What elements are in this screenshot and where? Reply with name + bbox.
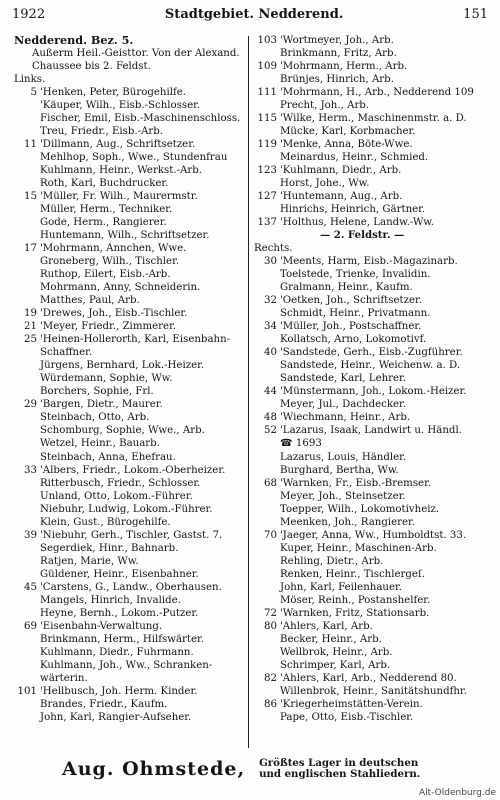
resident-text: Groneberg, Wilh., Tischler. — [40, 256, 180, 268]
directory-line — [14, 320, 244, 333]
house-number: 40 — [264, 347, 277, 359]
house-number: 25 — [24, 334, 37, 346]
advertisement — [62, 754, 420, 784]
resident-text: Borchers, Sophie, Frl. — [40, 386, 154, 398]
house-number: 33 — [24, 464, 37, 476]
house-number: 44 — [264, 386, 277, 398]
resident-text: 'Ahlers, Karl, Arb., Nedderend 80. — [280, 672, 457, 684]
directory-line — [14, 164, 244, 177]
resident-text: Toelstede, Trienke, Invalidin. — [280, 269, 431, 281]
resident-text: Müller, Herm., Techniker. — [40, 204, 173, 216]
directory-line — [14, 151, 244, 164]
resident-text: 'Wilke, Herm., Maschinenmstr. a. D. — [280, 113, 467, 125]
directory-line — [14, 568, 244, 581]
resident-text: Mangels, Hinrich, Invalide. — [40, 594, 181, 606]
directory-line — [14, 503, 244, 516]
resident-text: 'Heinen-Hollerorth, Karl, Eisenbahn- — [40, 334, 231, 346]
directory-line — [14, 607, 244, 620]
resident-text: Meyer, Joh., Steinsetzer. — [280, 490, 406, 502]
resident-text: Brandes, Friedr., Kaufm. — [40, 698, 168, 710]
directory-line — [14, 437, 244, 450]
house-number: 5 — [30, 87, 37, 99]
directory-line — [14, 529, 244, 542]
resident-text: Außerm Heil.-Geisttor. Von der Alexand. — [32, 48, 240, 60]
house-number: 32 — [264, 295, 277, 307]
resident-text: Güldener, Heinr., Eisenbahner. — [40, 568, 199, 580]
resident-text: Nedderend. Bez. 5. — [14, 34, 134, 47]
house-number: 111 — [257, 87, 277, 99]
house-number: 101 — [17, 685, 37, 697]
resident-text: Meyer, Jul., Dachdecker. — [280, 399, 407, 411]
house-number: 123 — [257, 165, 277, 177]
resident-text: Schrimper, Karl, Arb. — [280, 659, 391, 671]
house-number: 137 — [257, 217, 277, 229]
directory-line — [254, 151, 494, 164]
directory-line — [14, 698, 244, 711]
directory-line — [14, 216, 244, 229]
resident-text: Mehlhop, Soph., Wwe., Stundenfrau — [40, 152, 228, 164]
ad-slogan — [259, 758, 420, 781]
directory-line — [254, 516, 494, 529]
resident-text: Meenken, Joh., Rangierer. — [280, 516, 416, 528]
directory-line — [14, 646, 244, 659]
resident-text: Klein, Gust., Bürogehilfe. — [40, 516, 171, 528]
directory-line — [254, 698, 494, 711]
directory-line — [254, 73, 494, 86]
house-number: 80 — [264, 620, 277, 632]
resident-text: Mohrmann, Anny, Schneiderin. — [40, 282, 201, 294]
directory-line — [14, 464, 244, 477]
resident-text: Sandstede, Heinr., Weichenw. a. D. — [280, 360, 461, 372]
directory-line — [14, 73, 244, 86]
resident-text: Schaffner. — [40, 347, 93, 359]
resident-text: 'Carstens, G., Landw., Oberhausen. — [40, 581, 222, 593]
house-number: 119 — [257, 139, 277, 151]
house-number: 115 — [257, 113, 277, 125]
resident-text: — 2. Feldstr. — — [320, 229, 405, 242]
directory-line — [254, 633, 494, 646]
resident-text: Precht, Joh., Arb. — [280, 100, 370, 112]
house-number: 39 — [24, 529, 37, 541]
resident-text: Segerdiek, Hinr., Bahnarb. — [40, 542, 179, 554]
directory-line — [14, 359, 244, 372]
directory-line — [254, 646, 494, 659]
directory-line — [14, 242, 244, 255]
directory-line — [254, 294, 494, 307]
house-number: 11 — [24, 139, 37, 151]
resident-text: Fischer, Emil, Eisb.-Maschinenschloss. — [40, 113, 241, 125]
resident-text: Kuhlmann, Diedr., Fuhrmann. — [40, 646, 194, 658]
directory-line — [254, 86, 494, 99]
resident-text: 'Mohrmann, H., Arb., Nedderend 109 — [280, 87, 474, 99]
house-number: 109 — [257, 61, 277, 73]
resident-text: 'Drewes, Joh., Eisb.-Tischler. — [40, 308, 188, 320]
directory-line — [254, 672, 494, 685]
page-header — [12, 7, 488, 25]
directory-line — [14, 307, 244, 320]
directory-line — [254, 125, 494, 138]
resident-text: Ratjen, Marie, Ww. — [40, 555, 139, 567]
directory-line — [254, 229, 494, 242]
directory-line — [254, 477, 494, 490]
directory-line — [254, 594, 494, 607]
house-number: 69 — [24, 620, 37, 632]
directory-line — [14, 255, 244, 268]
directory-line — [14, 203, 244, 216]
resident-text: Willenbrok, Heinr., Sanitätshundfhr. — [280, 685, 467, 697]
resident-text: 'Holthus, Helene, Landw.-Ww. — [280, 217, 435, 229]
directory-line — [254, 255, 494, 268]
directory-line — [254, 333, 494, 346]
house-number: 21 — [24, 321, 37, 333]
directory-line — [254, 385, 494, 398]
resident-text: Treu, Friedr., Eisb.-Arb. — [40, 126, 164, 138]
house-number: 72 — [264, 607, 277, 619]
resident-text: ☎ 1693 — [280, 438, 322, 450]
directory-line — [254, 359, 494, 372]
directory-line — [14, 477, 244, 490]
directory-line — [14, 99, 244, 112]
directory-line — [14, 620, 244, 633]
directory-line — [14, 711, 244, 724]
directory-line — [254, 490, 494, 503]
column-divider — [248, 36, 249, 748]
resident-text: Burghard, Bertha, Ww. — [280, 464, 399, 476]
house-number: 86 — [264, 698, 277, 710]
directory-line — [14, 125, 244, 138]
resident-text: 'Henken, Peter, Bürogehilfe. — [40, 87, 187, 99]
resident-text: 'Kriegerheimstätten-Verein. — [280, 698, 423, 710]
directory-line — [14, 555, 244, 568]
directory-line — [14, 633, 244, 646]
resident-text: 'Niebuhr, Gerh., Tischler, Gastst. 7. — [40, 529, 223, 541]
directory-line — [254, 346, 494, 359]
resident-text: 'Mohrmann, Annchen, Wwe. — [40, 243, 187, 255]
directory-line — [14, 451, 244, 464]
resident-text: 'Bargen, Dietr., Maurer. — [40, 399, 163, 411]
resident-text: Brinkmann, Herm., Hilfswärter. — [40, 633, 205, 645]
resident-text: Brünjes, Hinrich, Arb. — [280, 74, 394, 86]
directory-line — [254, 581, 494, 594]
house-number: 70 — [264, 529, 277, 541]
resident-text: 'Jaeger, Anna, Ww., Humboldtst. 33. — [280, 529, 467, 541]
resident-text: Wellbrok, Heinr., Arb. — [280, 646, 393, 658]
directory-line — [254, 372, 494, 385]
page-number: 151 — [463, 7, 488, 22]
resident-text: Roth, Karl, Buchdrucker. — [40, 178, 169, 190]
directory-line — [254, 437, 494, 450]
directory-line — [254, 542, 494, 555]
resident-text: Kuhlmann, Heinr., Werkst.-Arb. — [40, 165, 202, 177]
directory-line — [254, 60, 494, 73]
directory-line — [254, 307, 494, 320]
resident-text: 'Albers, Friedr., Lokom.-Oberheizer. — [40, 464, 226, 476]
house-number: 52 — [264, 425, 277, 437]
directory-line — [14, 372, 244, 385]
page-title: Stadtgebiet. Nedderend. — [164, 7, 344, 22]
directory-line — [14, 490, 244, 503]
resident-text: Hinrichs, Heinrich, Gärtner. — [280, 204, 426, 216]
resident-text: John, Karl, Feilenhauer. — [280, 581, 402, 593]
directory-line — [254, 711, 494, 724]
directory-line — [254, 164, 494, 177]
directory-line — [254, 568, 494, 581]
directory-line — [254, 138, 494, 151]
directory-line — [14, 281, 244, 294]
directory-line — [14, 268, 244, 281]
directory-line — [14, 229, 244, 242]
resident-text: Rechts. — [254, 243, 293, 255]
house-number: 30 — [264, 256, 277, 268]
ad-slogan-line2: und englischen Stahliedern. — [259, 768, 421, 780]
house-number: 68 — [264, 477, 277, 489]
directory-line — [14, 47, 244, 60]
resident-text: 'Menke, Anna, Böte-Wwe. — [280, 139, 413, 151]
directory-line — [254, 190, 494, 203]
directory-line — [14, 190, 244, 203]
directory-line — [14, 86, 244, 99]
resident-text: 'Hellbusch, Joh. Herm. Kinder. — [40, 685, 198, 697]
resident-text: Ritterbusch, Friedr., Schlosser. — [40, 477, 201, 489]
resident-text: Brinkmann, Fritz, Arb. — [280, 48, 397, 60]
resident-text: 'Sandstede, Gerh., Eisb.-Zugführer. — [280, 347, 463, 359]
resident-text: 'Meyer, Friedr., Zimmerer. — [40, 321, 177, 333]
directory-line — [254, 47, 494, 60]
resident-text: Gralmann, Heinr., Kaufm. — [280, 282, 413, 294]
resident-text: Steinbach, Anna, Ehefrau. — [40, 451, 176, 463]
resident-text: 'Müller, Fr. Wilh., Maurermstr. — [40, 191, 198, 203]
house-number: 127 — [257, 191, 277, 203]
directory-line — [14, 333, 244, 346]
house-number: 29 — [24, 399, 37, 411]
resident-text: Kuhlmann, Joh., Ww., Schranken- — [40, 659, 213, 671]
directory-line — [14, 398, 244, 411]
directory-line — [14, 60, 244, 73]
resident-text: 'Huntemann, Aug., Arb. — [280, 191, 403, 203]
resident-text: Sandstede, Karl, Lehrer. — [280, 373, 407, 385]
house-number: 45 — [24, 581, 37, 593]
directory-line — [254, 398, 494, 411]
directory-line — [254, 464, 494, 477]
resident-text: 'Kuhlmann, Diedr., Arb. — [280, 165, 402, 177]
directory-line — [254, 620, 494, 633]
resident-text: 'Müller, Joh., Postschaffner. — [280, 321, 422, 333]
directory-line — [254, 99, 494, 112]
resident-text: Ruthop, Eilert, Eisb.-Arb. — [40, 269, 171, 281]
directory-line — [14, 685, 244, 698]
directory-line — [254, 177, 494, 190]
resident-text: Würdemann, Sophie, Ww. — [40, 373, 173, 385]
resident-text: Rehling, Dietr., Arb. — [280, 555, 384, 567]
right-column — [254, 34, 494, 724]
directory-line — [14, 294, 244, 307]
directory-line — [14, 581, 244, 594]
watermark: Alt-Oldenburg.de — [418, 788, 496, 798]
directory-line — [14, 516, 244, 529]
resident-text: Becker, Heinr., Arb. — [280, 633, 382, 645]
directory-line — [14, 594, 244, 607]
resident-text: 'Ahlers, Karl, Arb. — [280, 620, 373, 632]
resident-text: Unland, Otto, Lokom.-Führer. — [40, 490, 193, 502]
resident-text: Möser, Reinh., Postanshelfer. — [280, 594, 431, 606]
resident-text: Toepper, Wilh., Lokomotivheiz. — [280, 503, 440, 515]
resident-text: 'Meents, Harm, Eisb.-Magazinarb. — [280, 256, 458, 268]
directory-line — [254, 34, 494, 47]
house-number: 103 — [257, 35, 277, 46]
resident-text: 'Wortmeyer, Joh., Arb. — [280, 35, 394, 46]
resident-text: Wetzel, Heinr., Bauarb. — [40, 438, 160, 450]
resident-text: Huntemann, Wilh., Schriftsetzer. — [40, 230, 210, 242]
directory-line — [254, 268, 494, 281]
directory-line — [254, 281, 494, 294]
resident-text: Schomburg, Sophie, Wwe., Arb. — [40, 425, 205, 437]
resident-text: 'Lazarus, Isaak, Landwirt u. Händl. — [280, 425, 462, 437]
resident-text: 'Käuper, Wilh., Eisb.-Schlosser. — [40, 100, 201, 112]
resident-text: Renken, Heinr., Tischlergeſ. — [280, 568, 425, 580]
directory-line — [254, 607, 494, 620]
directory-line — [14, 346, 244, 359]
resident-text: 'Münstermann, Joh., Lokom.-Heizer. — [280, 386, 467, 398]
directory-line — [254, 242, 494, 255]
directory-line — [14, 112, 244, 125]
resident-text: John, Karl, Rangier-Aufseher. — [40, 711, 192, 723]
directory-line — [254, 685, 494, 698]
resident-text: Chaussee bis 2. Feldst. — [32, 61, 151, 73]
resident-text: 'Dillmann, Aug., Schriftsetzer. — [40, 139, 196, 151]
resident-text: Mücke, Karl, Korbmacher. — [280, 126, 416, 138]
house-number: 17 — [24, 243, 37, 255]
directory-line — [14, 411, 244, 424]
directory-line — [254, 555, 494, 568]
resident-text: Links. — [14, 74, 46, 86]
resident-text: 'Oetken, Joh., Schriftsetzer. — [280, 295, 422, 307]
resident-text: Meinardus, Heinr., Schmied. — [280, 152, 429, 164]
resident-text: Kuper, Heinr., Maschinen-Arb. — [280, 542, 437, 554]
resident-text: Gode, Herm., Rangierer. — [40, 217, 167, 229]
directory-line — [14, 424, 244, 437]
directory-line — [14, 385, 244, 398]
resident-text: 'Mohrmann, Herm., Arb. — [280, 61, 408, 73]
resident-text: Kollatsch, Arno, Lokomotivf. — [280, 334, 427, 346]
resident-text: Matthes, Paul, Arb. — [40, 295, 140, 307]
house-number: 19 — [24, 308, 37, 320]
directory-line — [254, 529, 494, 542]
directory-line — [14, 138, 244, 151]
directory-line — [14, 34, 244, 47]
directory-line — [254, 411, 494, 424]
resident-text: 'Warnken, Fritz, Stationsarb. — [280, 607, 430, 619]
resident-text: wärterin. — [40, 672, 88, 684]
directory-line — [14, 542, 244, 555]
left-column — [14, 34, 244, 724]
directory-line — [254, 216, 494, 229]
resident-text: Lazarus, Louis, Händler. — [280, 451, 407, 463]
year: 1922 — [12, 7, 46, 22]
directory-line — [254, 451, 494, 464]
directory-line — [14, 177, 244, 190]
house-number: 34 — [264, 321, 277, 333]
ad-slogan-line1: Größtes Lager in deutschen — [259, 756, 419, 769]
resident-text: Horst, Johe., Ww. — [280, 178, 370, 190]
resident-text: Niebuhr, Ludwig, Lokom.-Führer. — [40, 503, 213, 515]
resident-text: Heyne, Bernh., Lokom.-Putzer. — [40, 607, 199, 619]
house-number: 48 — [264, 412, 277, 424]
house-number: 82 — [264, 672, 277, 684]
resident-text: Steinbach, Otto, Arb. — [40, 412, 150, 424]
directory-line — [14, 659, 244, 672]
directory-line — [254, 320, 494, 333]
directory-line — [14, 672, 244, 685]
directory-line — [254, 424, 494, 437]
directory-line — [254, 112, 494, 125]
directory-line — [254, 203, 494, 216]
resident-text: 'Eisenbahn-Verwaltung. — [40, 620, 163, 632]
resident-text: Pape, Otto, Eisb.-Tischler. — [280, 711, 414, 723]
house-number: 15 — [24, 191, 37, 203]
resident-text: 'Warnken, Fr., Eisb.-Bremser. — [280, 477, 432, 489]
resident-text: 'Wiechmann, Heinr., Arb. — [280, 412, 411, 424]
resident-text: Schmidt, Heinr., Privatmann. — [280, 308, 431, 320]
directory-line — [254, 503, 494, 516]
resident-text: Jürgens, Bernhard, Lok.-Heizer. — [40, 360, 205, 372]
ad-firm-name: Aug. Ohmstede, — [62, 758, 246, 780]
directory-line — [254, 659, 494, 672]
